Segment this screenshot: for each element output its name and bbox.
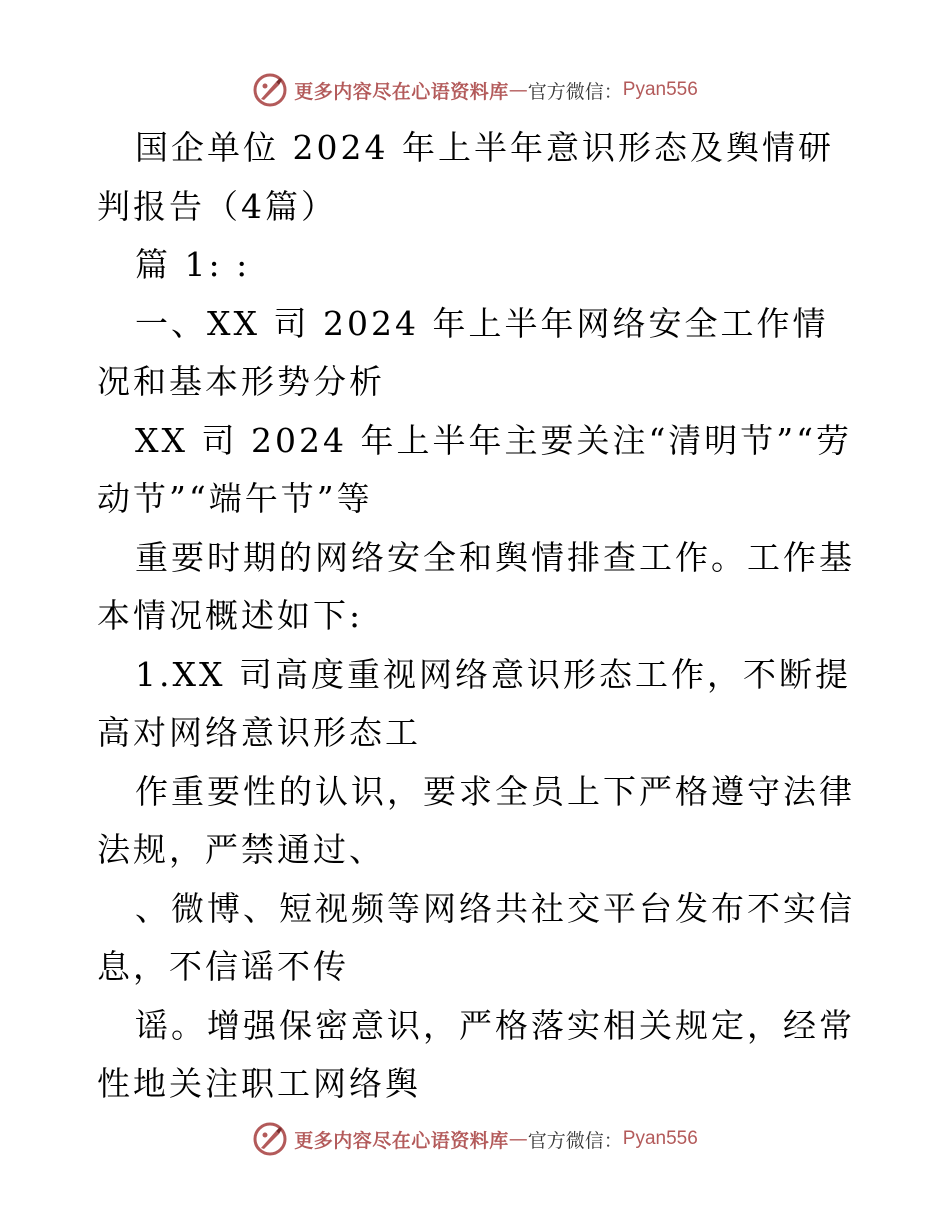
watermark-brand: 更多内容尽在心语资料库 bbox=[294, 1129, 509, 1152]
header-watermark bbox=[0, 70, 950, 110]
watermark-dash: — bbox=[508, 1128, 528, 1150]
body-paragraph: 、微博、短视频等网络共社交平台发布不实信息，不信谣不传 bbox=[97, 888, 855, 986]
watermark-separator: ： bbox=[603, 80, 623, 103]
body-paragraph: XX 司 2024 年上半年主要关注“清明节”“劳动节”“端午节”等 bbox=[97, 420, 853, 518]
watermark-wechat-id: Pyan556 bbox=[622, 79, 698, 100]
quill-logo-icon bbox=[252, 1121, 288, 1157]
watermark-wechat-label: 官方微信 bbox=[527, 1129, 604, 1152]
watermark-dash: — bbox=[508, 79, 528, 101]
body-paragraph: 谣。增强保密意识，严格落实相关规定，经常性地关注职工网络舆 bbox=[97, 1005, 855, 1103]
section-label: 篇 1: : bbox=[135, 245, 251, 284]
section-heading: 一、XX 司 2024 年上半年网络安全工作情况和基本形势分析 bbox=[97, 303, 829, 401]
watermark-separator: ： bbox=[603, 1129, 623, 1152]
document-title: 国企单位 2024 年上半年意识形态及舆情研判报告（4篇） bbox=[97, 128, 834, 226]
body-paragraph: 1.XX 司高度重视网络意识形态工作，不断提高对网络意识形态工 bbox=[97, 654, 851, 752]
footer-watermark bbox=[0, 1119, 950, 1159]
body-paragraph: 作重要性的认识，要求全员上下严格遵守法律法规，严禁通过、 bbox=[97, 771, 855, 869]
watermark-brand: 更多内容尽在心语资料库 bbox=[294, 80, 509, 103]
watermark-wechat-id: Pyan556 bbox=[622, 1128, 698, 1149]
watermark-wechat-label: 官方微信 bbox=[527, 80, 604, 103]
body-paragraph: 重要时期的网络安全和舆情排查工作。工作基本情况概述如下: bbox=[97, 537, 855, 635]
document-body bbox=[97, 119, 857, 1114]
quill-logo-icon bbox=[252, 72, 288, 108]
